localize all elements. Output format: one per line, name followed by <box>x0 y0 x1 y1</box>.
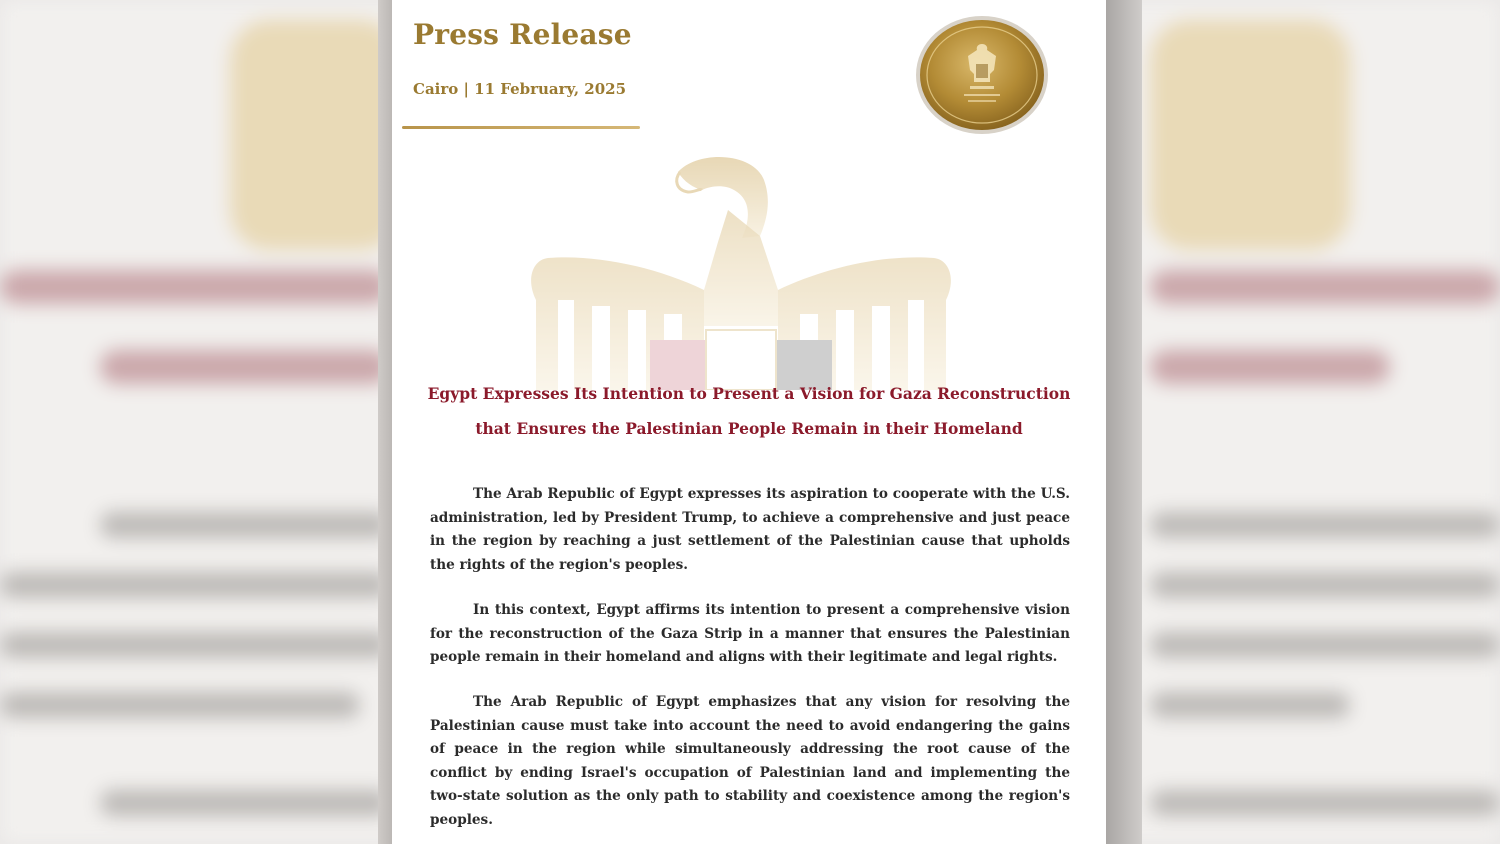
eagle-seal-icon <box>914 14 1050 136</box>
headline-line-2: that Ensures the Palestinian People Remain in their Homeland <box>475 419 1023 438</box>
press-release-headline <box>412 376 1086 446</box>
document-title: Press Release <box>413 18 632 51</box>
body-paragraph-2: In this context, Egypt affirms its intention to present a comprehensive vision for the reconstruction of the Gaza Strip in a manner that ensures the Palestinian people remain in their homeland and aligns with their legitimate and legal rights. <box>430 602 1070 665</box>
page-right-shadow <box>1106 0 1142 844</box>
eagle-watermark-icon <box>528 150 954 390</box>
headline-line-1: Egypt Expresses Its Intention to Present a Vision for Gaza Reconstruction <box>427 384 1071 403</box>
body-paragraph-3: The Arab Republic of Egypt emphasizes that any vision for resolving the Palestinian cause must take into account the need to avoid endangering the gains of peace in the region while simultaneously addressing the root cause of the conflict by ending Israel's occupation of Palestinian land and implementing the two-state solution as the only path to stability and coexistence among the region's peoples. <box>430 694 1070 828</box>
press-release-page <box>392 0 1106 844</box>
title-divider <box>402 126 640 129</box>
body-paragraph-1: The Arab Republic of Egypt expresses its aspiration to cooperate with the U.S. administration, led by President Trump, to achieve a comprehensive and just peace in the region by reaching a just settlement of the Palestinian cause that upholds the rights of the region's peoples. <box>430 486 1070 573</box>
document-dateline: Cairo | 11 February, 2025 <box>413 80 627 98</box>
